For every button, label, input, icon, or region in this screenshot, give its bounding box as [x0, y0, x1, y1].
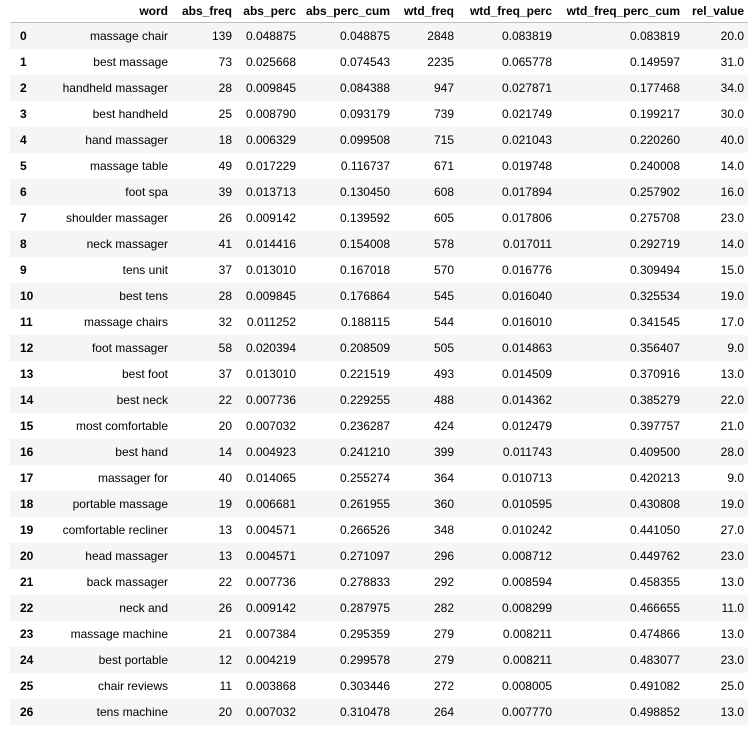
cell-word: chair reviews [97, 679, 168, 693]
cell-word: massage chairs [83, 315, 168, 329]
cell-abs-perc: 0.011252 [246, 315, 296, 329]
table-row [10, 335, 748, 361]
cell-abs-freq: 14 [218, 445, 232, 459]
cell-wtd-freq-perc-cum: 0.385279 [629, 393, 680, 407]
cell-rel-value: 28.0 [720, 445, 744, 459]
cell-abs-perc-cum: 0.167018 [339, 263, 390, 277]
cell-abs-perc: 0.007736 [245, 575, 296, 589]
cell-wtd-freq-perc-cum: 0.177468 [629, 81, 680, 95]
cell-abs-freq: 21 [218, 627, 232, 641]
cell-wtd-freq-perc-cum: 0.292719 [629, 237, 680, 251]
cell-abs-freq: 13 [218, 523, 232, 537]
cell-wtd-freq-perc-cum: 0.356407 [629, 341, 680, 355]
cell-rel-value: 11.0 [721, 601, 744, 615]
cell-wtd-freq-perc-cum: 0.474866 [629, 627, 680, 641]
cell-wtd-freq: 608 [433, 185, 454, 199]
cell-wtd-freq-perc-cum: 0.458355 [629, 575, 680, 589]
cell-wtd-freq: 570 [433, 263, 454, 277]
cell-word: massage machine [70, 627, 168, 641]
cell-abs-perc-cum: 0.266526 [339, 523, 390, 537]
cell-wtd-freq: 364 [433, 471, 454, 485]
cell-rel-value: 9.0 [727, 341, 744, 355]
cell-word: best handheld [92, 107, 168, 121]
table-row [10, 127, 748, 153]
row-index: 21 [20, 575, 34, 589]
cell-wtd-freq: 264 [433, 705, 454, 719]
cell-abs-perc-cum: 0.139592 [339, 211, 390, 225]
row-index: 24 [20, 653, 34, 667]
cell-rel-value: 23.0 [720, 549, 744, 563]
cell-rel-value: 13.0 [720, 627, 744, 641]
cell-wtd-freq: 360 [433, 497, 454, 511]
cell-wtd-freq: 282 [433, 601, 454, 615]
cell-wtd-freq-perc-cum: 0.483077 [629, 653, 680, 667]
cell-abs-freq: 37 [218, 367, 232, 381]
row-index: 0 [20, 29, 27, 43]
cell-wtd-freq: 605 [433, 211, 454, 225]
cell-abs-perc: 0.009845 [245, 289, 296, 303]
header-wtd-freq-perc-cum: wtd_freq_perc_cum [556, 0, 684, 23]
row-index: 25 [20, 679, 34, 693]
cell-wtd-freq-perc: 0.027871 [501, 81, 552, 95]
cell-abs-perc: 0.003868 [245, 679, 296, 693]
table-row [10, 309, 748, 335]
cell-abs-freq: 19 [218, 497, 232, 511]
cell-abs-freq: 28 [218, 289, 232, 303]
cell-abs-perc-cum: 0.295359 [339, 627, 390, 641]
cell-rel-value: 40.0 [720, 133, 744, 147]
cell-wtd-freq-perc-cum: 0.409500 [629, 445, 680, 459]
cell-abs-freq: 22 [218, 393, 232, 407]
cell-abs-freq: 32 [218, 315, 232, 329]
table-row [10, 257, 748, 283]
cell-abs-freq: 25 [218, 107, 232, 121]
cell-wtd-freq: 424 [433, 419, 454, 433]
cell-abs-freq: 26 [218, 211, 232, 225]
row-index: 3 [20, 107, 27, 121]
cell-abs-freq: 139 [211, 29, 232, 43]
cell-abs-perc: 0.009142 [245, 601, 296, 615]
cell-wtd-freq-perc-cum: 0.397757 [629, 419, 680, 433]
cell-abs-perc: 0.025668 [245, 55, 296, 69]
cell-wtd-freq-perc-cum: 0.341545 [629, 315, 680, 329]
cell-word: foot massager [91, 341, 168, 355]
cell-wtd-freq: 739 [433, 107, 454, 121]
cell-word: shoulder massager [65, 211, 168, 225]
cell-abs-perc-cum: 0.303446 [339, 679, 390, 693]
cell-wtd-freq-perc-cum: 0.309494 [629, 263, 680, 277]
cell-abs-perc-cum: 0.048875 [339, 29, 390, 43]
cell-rel-value: 20.0 [720, 29, 744, 43]
cell-rel-value: 30.0 [720, 107, 744, 121]
cell-abs-freq: 40 [218, 471, 232, 485]
cell-abs-freq: 12 [218, 653, 232, 667]
cell-abs-perc-cum: 0.074543 [339, 55, 390, 69]
table-row [10, 75, 748, 101]
cell-wtd-freq-perc: 0.010595 [501, 497, 552, 511]
cell-abs-perc: 0.006681 [245, 497, 296, 511]
cell-wtd-freq-perc-cum: 0.199217 [629, 107, 680, 121]
header-abs-perc-cum: abs_perc_cum [300, 0, 394, 23]
cell-abs-perc-cum: 0.084388 [339, 81, 390, 95]
cell-word: head massager [85, 549, 168, 563]
cell-wtd-freq-perc: 0.065778 [501, 55, 552, 69]
cell-abs-perc-cum: 0.299578 [339, 653, 390, 667]
cell-wtd-freq-perc: 0.012479 [501, 419, 552, 433]
cell-wtd-freq-perc: 0.016040 [501, 289, 552, 303]
cell-abs-perc-cum: 0.188115 [340, 315, 390, 329]
cell-abs-perc: 0.013010 [245, 263, 296, 277]
cell-abs-freq: 22 [218, 575, 232, 589]
table-row [10, 49, 748, 75]
cell-wtd-freq-perc: 0.019748 [501, 159, 552, 173]
cell-abs-freq: 41 [218, 237, 232, 251]
cell-wtd-freq-perc-cum: 0.370916 [629, 367, 680, 381]
cell-rel-value: 13.0 [720, 575, 744, 589]
cell-wtd-freq: 578 [433, 237, 454, 251]
cell-abs-freq: 20 [218, 705, 232, 719]
cell-rel-value: 14.0 [720, 159, 744, 173]
cell-abs-freq: 26 [218, 601, 232, 615]
cell-abs-perc: 0.017229 [245, 159, 296, 173]
cell-abs-perc: 0.048875 [245, 29, 296, 43]
cell-wtd-freq-perc: 0.010713 [501, 471, 552, 485]
cell-wtd-freq: 348 [433, 523, 454, 537]
cell-wtd-freq-perc: 0.017806 [501, 211, 552, 225]
cell-wtd-freq-perc: 0.014362 [501, 393, 552, 407]
cell-abs-freq: 39 [218, 185, 232, 199]
cell-word: neck massager [86, 237, 168, 251]
cell-wtd-freq-perc: 0.007770 [501, 705, 552, 719]
cell-abs-perc-cum: 0.176864 [339, 289, 390, 303]
cell-abs-freq: 11 [219, 679, 232, 693]
cell-rel-value: 21.0 [720, 419, 744, 433]
cell-abs-perc-cum: 0.208509 [339, 341, 390, 355]
cell-word: massage table [89, 159, 168, 173]
cell-wtd-freq-perc: 0.011743 [502, 445, 552, 459]
row-index: 15 [20, 419, 34, 433]
row-index: 12 [20, 341, 34, 355]
cell-wtd-freq: 505 [433, 341, 454, 355]
cell-rel-value: 27.0 [720, 523, 744, 537]
row-index: 10 [20, 289, 34, 303]
cell-abs-perc-cum: 0.236287 [339, 419, 390, 433]
cell-word: portable massage [72, 497, 168, 511]
cell-abs-perc-cum: 0.271097 [339, 549, 390, 563]
cell-abs-perc: 0.004571 [245, 523, 296, 537]
cell-abs-perc: 0.014416 [245, 237, 296, 251]
cell-word: back massager [86, 575, 168, 589]
cell-word: best massage [93, 55, 168, 69]
cell-rel-value: 19.0 [720, 289, 744, 303]
cell-wtd-freq-perc: 0.083819 [501, 29, 552, 43]
cell-wtd-freq-perc-cum: 0.240008 [629, 159, 680, 173]
cell-abs-perc: 0.009142 [245, 211, 296, 225]
cell-abs-freq: 13 [218, 549, 232, 563]
cell-word: massager for [97, 471, 168, 485]
cell-abs-perc: 0.004923 [245, 445, 296, 459]
cell-abs-perc-cum: 0.261955 [339, 497, 390, 511]
cell-abs-perc: 0.013713 [245, 185, 296, 199]
row-index: 1 [20, 55, 27, 69]
header-wtd-freq: wtd_freq [394, 0, 458, 23]
cell-wtd-freq-perc-cum: 0.275708 [629, 211, 680, 225]
cell-abs-perc: 0.008790 [245, 107, 296, 121]
table-body [10, 23, 748, 726]
cell-word: hand massager [85, 133, 168, 147]
table-row [10, 205, 748, 231]
cell-wtd-freq-perc: 0.008211 [502, 627, 552, 641]
cell-word: tens machine [96, 705, 168, 719]
cell-wtd-freq-perc: 0.016776 [501, 263, 552, 277]
cell-rel-value: 31.0 [720, 55, 744, 69]
cell-abs-perc: 0.007032 [245, 419, 296, 433]
cell-wtd-freq-perc-cum: 0.430808 [629, 497, 680, 511]
cell-wtd-freq-perc: 0.017894 [501, 185, 552, 199]
header-abs-perc: abs_perc [236, 0, 300, 23]
cell-rel-value: 16.0 [720, 185, 744, 199]
cell-abs-freq: 58 [218, 341, 232, 355]
cell-wtd-freq-perc-cum: 0.420213 [629, 471, 680, 485]
cell-wtd-freq: 2848 [427, 29, 454, 43]
cell-word: best portable [98, 653, 168, 667]
table-row [10, 517, 748, 543]
row-index: 11 [20, 315, 33, 329]
cell-abs-freq: 20 [218, 419, 232, 433]
cell-abs-perc-cum: 0.093179 [339, 107, 390, 121]
table-row [10, 231, 748, 257]
cell-abs-perc: 0.009845 [245, 81, 296, 95]
cell-abs-perc-cum: 0.099508 [339, 133, 390, 147]
cell-word: handheld massager [62, 81, 168, 95]
cell-wtd-freq-perc: 0.014863 [501, 341, 552, 355]
cell-wtd-freq-perc-cum: 0.498852 [629, 705, 680, 719]
header-index [10, 0, 46, 23]
cell-wtd-freq-perc: 0.008211 [502, 653, 552, 667]
cell-wtd-freq-perc-cum: 0.083819 [629, 29, 680, 43]
cell-wtd-freq-perc: 0.008299 [501, 601, 552, 615]
cell-wtd-freq: 296 [433, 549, 454, 563]
cell-wtd-freq-perc-cum: 0.449762 [629, 549, 680, 563]
cell-wtd-freq-perc-cum: 0.220260 [629, 133, 680, 147]
cell-rel-value: 13.0 [720, 367, 744, 381]
table-row [10, 465, 748, 491]
cell-abs-perc-cum: 0.229255 [339, 393, 390, 407]
cell-abs-perc-cum: 0.287975 [339, 601, 390, 615]
table-row [10, 543, 748, 569]
row-index: 23 [20, 627, 34, 641]
table-row [10, 647, 748, 673]
cell-rel-value: 19.0 [720, 497, 744, 511]
table-row [10, 361, 748, 387]
row-index: 7 [20, 211, 27, 225]
dataframe-table [10, 0, 748, 725]
cell-wtd-freq-perc-cum: 0.466655 [629, 601, 680, 615]
cell-word: massage chair [89, 29, 168, 43]
cell-rel-value: 22.0 [720, 393, 744, 407]
cell-word: neck and [119, 601, 168, 615]
row-index: 5 [20, 159, 27, 173]
cell-wtd-freq-perc-cum: 0.491082 [629, 679, 680, 693]
cell-rel-value: 9.0 [727, 471, 744, 485]
cell-abs-perc-cum: 0.221519 [339, 367, 390, 381]
table-row [10, 699, 748, 725]
row-index: 2 [20, 81, 27, 95]
cell-abs-perc-cum: 0.310478 [339, 705, 390, 719]
table-row [10, 569, 748, 595]
cell-abs-perc: 0.004571 [245, 549, 296, 563]
cell-wtd-freq-perc: 0.014509 [501, 367, 552, 381]
cell-abs-perc: 0.014065 [245, 471, 296, 485]
cell-wtd-freq: 2235 [427, 55, 454, 69]
cell-abs-perc: 0.007384 [245, 627, 296, 641]
cell-abs-freq: 28 [218, 81, 232, 95]
row-index: 6 [20, 185, 27, 199]
cell-abs-perc: 0.020394 [245, 341, 296, 355]
cell-wtd-freq: 493 [433, 367, 454, 381]
cell-wtd-freq: 399 [433, 445, 454, 459]
cell-rel-value: 15.0 [720, 263, 744, 277]
cell-wtd-freq: 947 [433, 81, 454, 95]
cell-rel-value: 17.0 [720, 315, 744, 329]
cell-abs-perc-cum: 0.154008 [339, 237, 390, 251]
cell-abs-freq: 49 [218, 159, 232, 173]
cell-wtd-freq-perc: 0.008005 [501, 679, 552, 693]
table-row [10, 673, 748, 699]
cell-abs-freq: 37 [218, 263, 232, 277]
cell-word: tens unit [122, 263, 168, 277]
table-row [10, 491, 748, 517]
row-index: 8 [20, 237, 27, 251]
cell-wtd-freq-perc: 0.021749 [501, 107, 552, 121]
cell-word: most comfortable [75, 419, 168, 433]
table-row [10, 439, 748, 465]
table-row [10, 23, 748, 50]
cell-wtd-freq-perc: 0.008594 [501, 575, 552, 589]
cell-abs-perc-cum: 0.241210 [339, 445, 390, 459]
cell-wtd-freq-perc: 0.017011 [502, 237, 552, 251]
cell-wtd-freq: 488 [433, 393, 454, 407]
cell-wtd-freq: 715 [433, 133, 454, 147]
cell-abs-perc-cum: 0.255274 [339, 471, 390, 485]
cell-rel-value: 25.0 [720, 679, 744, 693]
cell-wtd-freq: 545 [433, 289, 454, 303]
header-abs-freq: abs_freq [172, 0, 236, 23]
cell-wtd-freq-perc-cum: 0.441050 [629, 523, 680, 537]
cell-wtd-freq-perc-cum: 0.257902 [629, 185, 680, 199]
cell-wtd-freq: 292 [433, 575, 454, 589]
table-row [10, 283, 748, 309]
row-index: 4 [20, 133, 27, 147]
cell-abs-perc-cum: 0.130450 [339, 185, 390, 199]
header-word: word [46, 0, 172, 23]
row-index: 9 [20, 263, 27, 277]
table-row [10, 595, 748, 621]
cell-wtd-freq: 671 [433, 159, 454, 173]
row-index: 20 [20, 549, 34, 563]
table-row [10, 179, 748, 205]
cell-abs-perc: 0.013010 [245, 367, 296, 381]
cell-wtd-freq-perc: 0.010242 [501, 523, 552, 537]
cell-rel-value: 14.0 [720, 237, 744, 251]
table-row [10, 413, 748, 439]
cell-wtd-freq-perc-cum: 0.325534 [629, 289, 680, 303]
cell-abs-perc-cum: 0.278833 [339, 575, 390, 589]
cell-wtd-freq-perc-cum: 0.149597 [629, 55, 680, 69]
cell-word: best tens [119, 289, 168, 303]
cell-rel-value: 23.0 [720, 653, 744, 667]
header-rel-value: rel_value [684, 0, 748, 23]
cell-wtd-freq: 279 [433, 627, 454, 641]
cell-word: foot spa [125, 185, 168, 199]
row-index: 22 [20, 601, 34, 615]
cell-wtd-freq-perc: 0.008712 [501, 549, 552, 563]
cell-abs-perc: 0.007736 [245, 393, 296, 407]
row-index: 16 [20, 445, 34, 459]
cell-word: comfortable recliner [62, 523, 168, 537]
cell-word: best foot [121, 367, 168, 381]
row-index: 17 [20, 471, 34, 485]
row-index: 18 [20, 497, 34, 511]
row-index: 19 [20, 523, 34, 537]
row-index: 13 [20, 367, 34, 381]
header-wtd-freq-perc: wtd_freq_perc [458, 0, 556, 23]
cell-wtd-freq: 544 [433, 315, 454, 329]
table-row [10, 621, 748, 647]
cell-abs-perc: 0.004219 [245, 653, 296, 667]
cell-abs-perc-cum: 0.116737 [340, 159, 390, 173]
cell-rel-value: 34.0 [720, 81, 744, 95]
cell-word: best hand [115, 445, 168, 459]
row-index: 26 [20, 705, 34, 719]
table-row [10, 101, 748, 127]
cell-abs-perc: 0.007032 [245, 705, 296, 719]
cell-abs-freq: 73 [218, 55, 232, 69]
cell-wtd-freq-perc: 0.016010 [501, 315, 552, 329]
cell-rel-value: 13.0 [720, 705, 744, 719]
table-row [10, 387, 748, 413]
row-index: 14 [20, 393, 34, 407]
cell-word: best neck [116, 393, 168, 407]
cell-wtd-freq: 279 [433, 653, 454, 667]
cell-abs-perc: 0.006329 [245, 133, 296, 147]
header-row [10, 0, 748, 23]
cell-rel-value: 23.0 [720, 211, 744, 225]
table-row [10, 153, 748, 179]
cell-wtd-freq: 272 [433, 679, 454, 693]
cell-wtd-freq-perc: 0.021043 [501, 133, 552, 147]
cell-abs-freq: 18 [218, 133, 232, 147]
